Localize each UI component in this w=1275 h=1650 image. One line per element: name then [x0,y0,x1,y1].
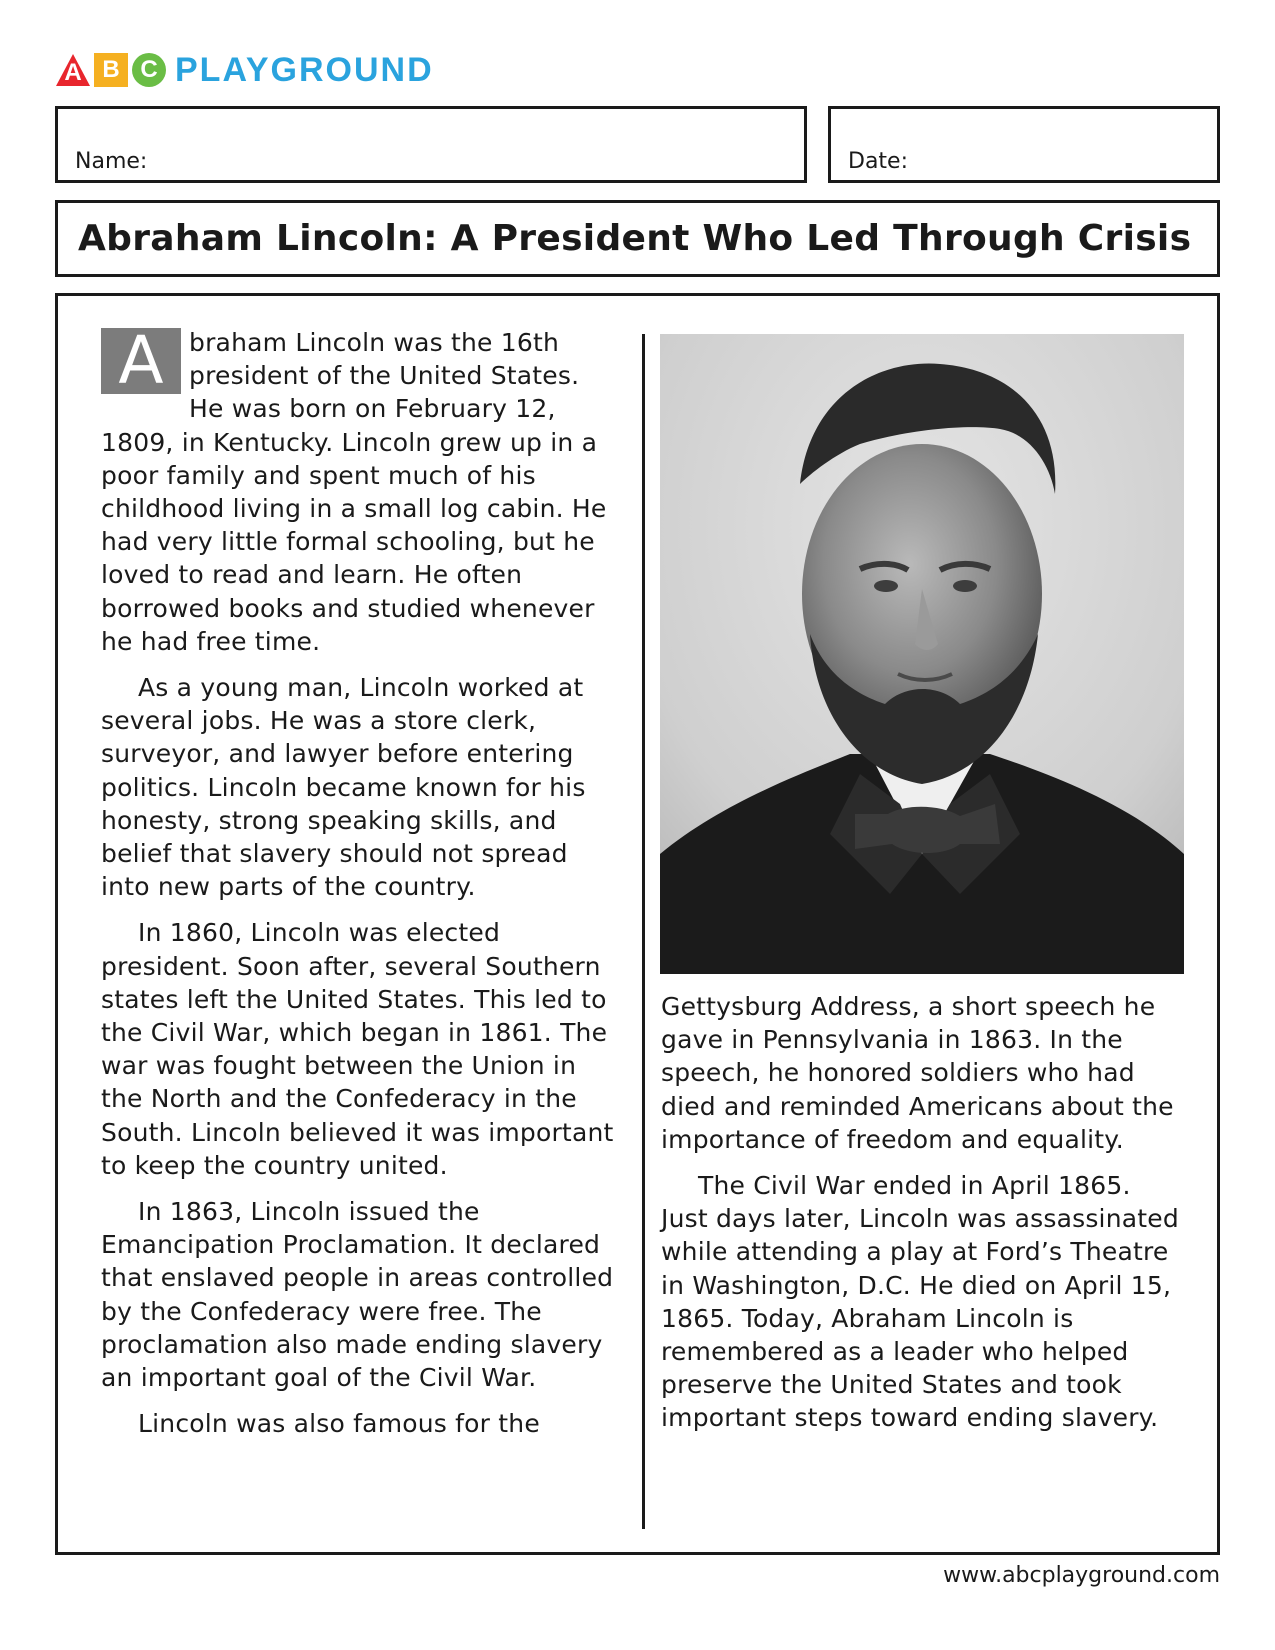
logo-letter-c-circle-icon [131,52,167,88]
date-label: Date: [848,149,908,174]
logo-letter-c: C [140,56,158,83]
logo-letter-a-triangle-icon [55,52,91,88]
article-paragraph: In 1863, Lincoln issued the Emancipation Proclamation. It declared that enslaved people in areas controlled by the Confederacy were free. The proclamation also made ending slavery an important goal of the Civil War. [101,1197,614,1393]
column-divider [642,334,645,1529]
abc-playground-logo [55,50,434,90]
page-title: Abraham Lincoln: A President Who Led Through Crisis [78,218,1192,259]
logo-letter-b-square-icon [93,52,129,88]
name-label: Name: [75,149,148,174]
lincoln-portrait-image [660,334,1184,974]
name-field[interactable] [55,106,807,183]
paragraph-text: braham Lincoln was the 16th president of the United States. He was born on February 12, 1809, in Kentucky. Lincoln grew up in a poor family and spent much of his childhood living in a small log cabin. He had very little formal schooling, but he loved to read and learn. He often borrowed books and studied whenever he had free time. [101,328,607,656]
logo-letter-b: B [102,56,120,83]
article-paragraph: In 1860, Lincoln was elected president. Soon after, several Southern states left the United States. This led to the Civil War, which began in 1861. The war was fought between the Union in the North and the Confederacy in the South. Lincoln believed it was important to keep the country united. [101,918,614,1180]
title-banner [55,200,1220,277]
article-paragraph [101,322,621,658]
article-left-column [101,322,621,1454]
footer-website-url: www.abcplayground.com [943,1563,1220,1588]
article-paragraph: Lincoln was also famous for the [138,1409,540,1439]
drop-cap: A [101,328,181,394]
logo-wordmark: PLAYGROUND [175,50,434,89]
article-paragraph: The Civil War ended in April 1865. Just days later, Lincoln was assassinated while attending a play at Ford’s Theatre in Washington, D.C. He died on April 15, 1865. Today, Abraham Lincoln is remembered as a leader who helped preserve the United States and took important steps toward ending slavery. [661,1171,1179,1433]
article-paragraph: Gettysburg Address, a short speech he gave in Pennsylvania in 1863. In the speech, he honored soldiers who had died and reminded Americans about the importance of freedom and equality. [661,992,1174,1154]
date-field[interactable] [828,106,1220,183]
article-paragraph: As a young man, Lincoln worked at several jobs. He was a store clerk, surveyor, and lawyer before entering politics. Lincoln became known for his honesty, strong speaking skills, and belief that slavery should not spread into new parts of the country. [101,673,586,902]
article-right-column [661,990,1181,1448]
article-box [55,293,1220,1555]
logo-letter-a: A [64,59,82,86]
